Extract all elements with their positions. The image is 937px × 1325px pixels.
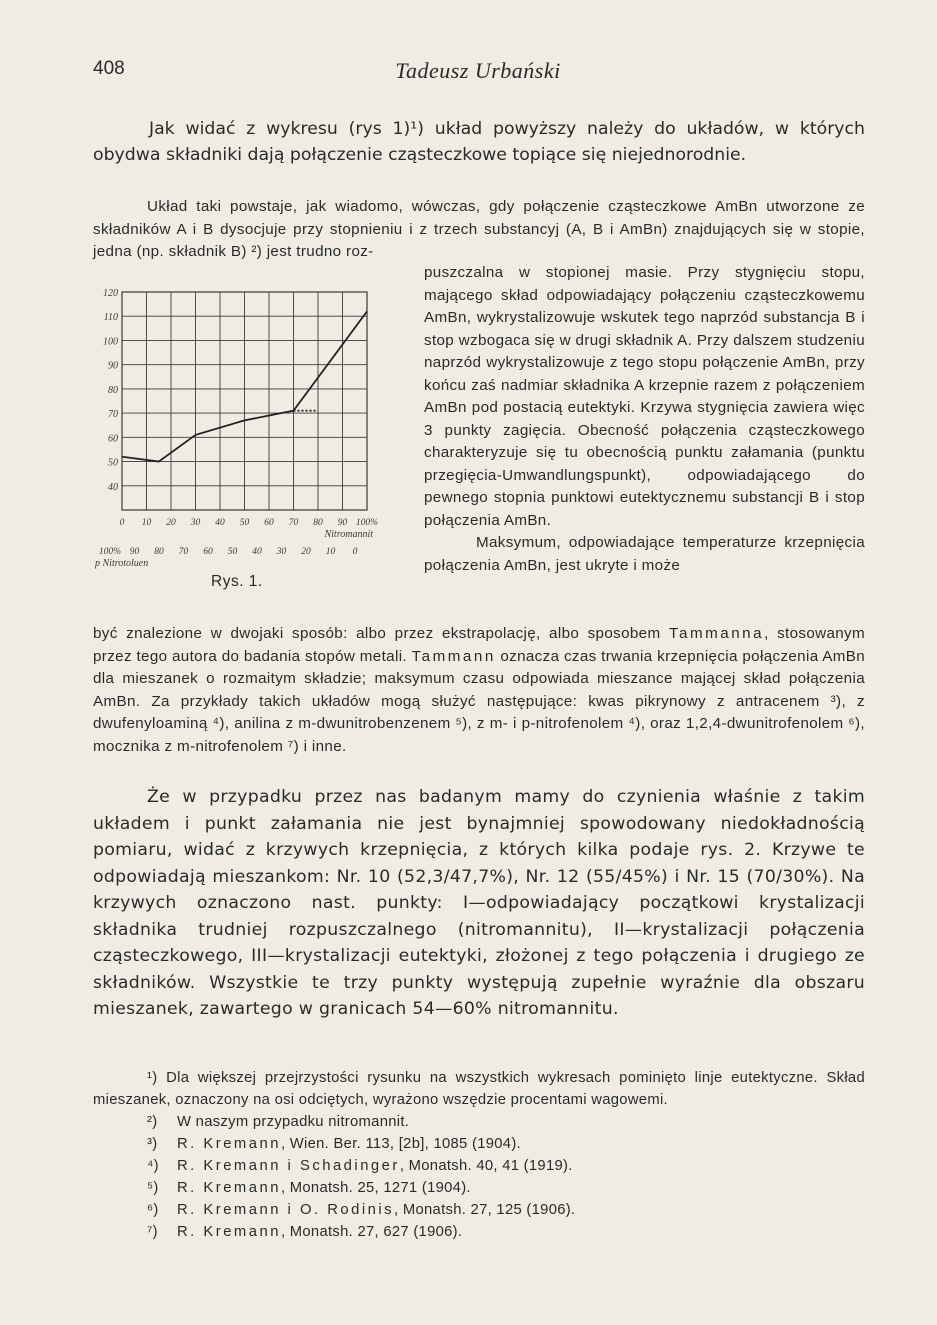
x-tick-label-bottom: 80 [154,547,164,557]
x-tick-label-top: 10 [141,518,152,528]
y-tick-label: 60 [108,433,118,445]
paragraph-2-bottom-text-1: być znalezione w dwojaki sposób: albo przez ekstrapolację, albo sposobem [93,625,669,642]
paragraph-2-right [424,262,865,577]
y-tick-label: 120 [103,288,118,299]
x-tick-label-bottom: 0 [352,547,358,557]
footnote-5 [93,1177,865,1199]
footnote-author: R. Kremann i Schadinger [177,1158,400,1174]
x-tick-label-top: 0 [119,518,125,528]
footnote-text: , Monatsh. 27, 627 (1906). [280,1224,463,1240]
paragraph-2-right-2-text: Maksymum, odpowiadające temperaturze krzepnięcia połączenia AmBn, jest ukryte i może [424,534,865,574]
footnote-text: , Wien. Ber. 113, [2b], 1085 (1904). [280,1136,521,1152]
paragraph-3-text: Że w przypadku przez nas badanym mamy do czynienia właśnie z takim układem i punkt załamania nie jest bynajmniej spowodowany niedokładnością pomiaru, widać z krzywych krzepnięcia, z których kilka podaje rys. 2. Krzywe te odpowiadają mieszankom: Nr. 10 (52,3/47,7%), Nr. 12 (55/45%) i Nr. 15 (70/30%). Na krzywych oznaczono nast. punkty: I—odpowiadający początkowi krystalizacji składnika trudniej rozpuszczalnego (nitromannitu), II—krystalizacji połączenia cząsteczkowego, III—krystalizacji eutektyki, złożonej z tego połączenia i drugiego ze składników. Wszystkie te trzy punkty występują zupełnie wyraźnie dla obszaru mieszanek, zawartego w granicach 54—60% nitromannitu. [93,787,865,1019]
paragraph-2-bottom-text-3: oznacza czas trwania krzepnięcia połączenia AmBn dla mieszanek o rozmaitym składzie; maksymum czasu odpowiada mieszance mającej skład połączenia AmBn. Za przykłady takich układów mogą służyć następujące: kwas pikrynowy z antracenem ³), z dwufenyloaminą ⁴), anilina z m-dwunitrobenzenem ⁵), z m- i p-nitrofenolem ⁴), oraz 1,2,4-dwunitrofenolem ⁶), mocznika z m-nitrofenolem ⁷) i inne. [93,647,865,755]
page-header [93,58,863,88]
footnote-mark: ³) [147,1136,158,1152]
x-tick-label-bottom: 20 [301,547,311,557]
x-tick-label-bottom: 10 [325,547,336,557]
footnote-author: R. Kremann i O. Rodinis [177,1202,395,1218]
x-tick-label-top: 40 [215,518,225,528]
page-number: 408 [93,58,125,79]
paragraph-3 [93,784,865,1023]
author-name-tammann-2: Tammann [411,647,496,665]
running-title: Tadeusz Urbański [395,58,561,83]
footnotes [93,1067,865,1243]
footnote-3 [93,1133,865,1155]
y-tick-label: 70 [108,409,118,421]
footnote-mark: ⁵) [147,1180,159,1196]
x-tick-label-bottom: 70 [178,547,189,557]
x-tick-label-top: 60 [264,518,274,528]
footnote-author: R. Kremann [177,1224,281,1240]
x-tick-label-top: 90 [337,518,348,528]
footnote-author: R. Kremann [177,1136,281,1152]
footnote-7 [93,1221,865,1243]
paragraph-2-bottom-text-2: , stosowanym przez tego autora do badania stopów metali. [93,625,866,665]
x-tick-label-bottom: 40 [252,547,262,557]
paragraph-1-text: Jak widać z wykresu (rys 1)¹) układ powyższy należy do układów, w których obydwa składniki dają połączenie cząsteczkowe topiące się niejednorodnie. [93,119,865,165]
paragraph-2-top [93,196,865,264]
footnote-text: Dla większej przejrzystości rysunku na wszystkich wykresach pominięto linje eutektyczne. Skład mieszanek, oznaczony na osi odciętych, wyrażono wszędzie procentami wagowemi. [93,1070,865,1108]
x-axis-label-bottom: p Nitrotoluen [95,558,149,569]
footnote-6 [93,1199,865,1221]
paragraph-2-right-2 [424,532,865,577]
x-tick-label-bottom: 50 [227,547,238,557]
x-axis-label-top: Nitromannit [324,529,373,540]
paragraph-2-bottom [93,623,865,758]
footnote-1 [93,1067,865,1111]
x-tick-label-bottom: 100% [98,547,122,557]
footnote-mark: ⁷) [147,1224,158,1240]
y-tick-label: 90 [108,360,118,372]
x-tick-label-top: 20 [166,518,176,528]
x-tick-label-top: 70 [288,518,299,528]
figure-caption: Rys. 1. [211,573,263,590]
footnote-mark: ⁴) [147,1158,159,1174]
y-tick-label: 110 [103,312,118,324]
footnote-text: , Monatsh. 25, 1271 (1904). [280,1180,471,1196]
x-tick-label-top: 100% [355,518,379,528]
x-tick-label-bottom: 60 [203,547,213,557]
author-name-tammann-1: Tammanna [668,625,765,642]
footnote-text: W naszym przypadku nitromannit. [177,1114,410,1130]
footnote-author: R. Kremann [177,1180,281,1196]
y-tick-label: 80 [108,384,118,396]
paragraph-2-right-1: puszczalna w stopionej masie. Przy stygnięciu stopu, mającego skład odpowiadający połączeniu cząsteczkowemu AmBn, wykrystalizowuje wskutek tego naprzód substancja B i stop wzbogaca się w drugi składnik A. Przy dalszem studzeniu naprzód wykrystalizowuje z tego stopu połączenie AmBn, przy końcu zaś nadmiar składnika A krzepnie razem z połączeniem AmBn pod postacią eutektyki. Krzywa stygnięcia zawiera więc 3 punkty zagięcia. Obecność połączenia cząsteczkowego charakteryzuje się tu obecnością punktu załamania (punktu przegięcia-Umwandlungspunkt), odpowiadającego do pewnego stopnia punktowi eutektycznemu substancji B i stop połączenia AmBn. [424,264,865,529]
x-tick-label-top: 30 [190,518,201,528]
paragraph-2-top-text: Układ taki powstaje, jak wiadomo, wówczas, gdy połączenie cząsteczkowe AmBn utworzone ze składników A i B dysocjuje przy stopnieniu i z trzech substancyj (A, B i AmBn) znajdujących się w stopie, jedna (np. składnik B) ²) jest trudno roz- [93,198,865,260]
footnote-4 [93,1155,865,1177]
figure-1-chart [95,280,413,580]
y-tick-label: 100 [103,336,118,348]
x-tick-label-top: 50 [239,518,250,528]
footnote-mark: ¹) [147,1070,158,1086]
x-tick-label-bottom: 30 [276,547,287,557]
figure-1 [95,280,413,610]
paragraph-1 [93,116,865,168]
footnote-mark: ²) [147,1114,158,1130]
x-tick-label-bottom: 90 [129,547,140,557]
x-tick-label-top: 80 [313,518,323,528]
y-tick-label: 50 [108,457,118,469]
y-tick-label: 40 [108,481,118,493]
footnote-mark: ⁶) [147,1202,159,1218]
footnote-text: , Monatsh. 27, 125 (1906). [394,1202,576,1218]
footnote-2 [93,1111,865,1133]
footnote-text: , Monatsh. 40, 41 (1919). [399,1158,573,1174]
